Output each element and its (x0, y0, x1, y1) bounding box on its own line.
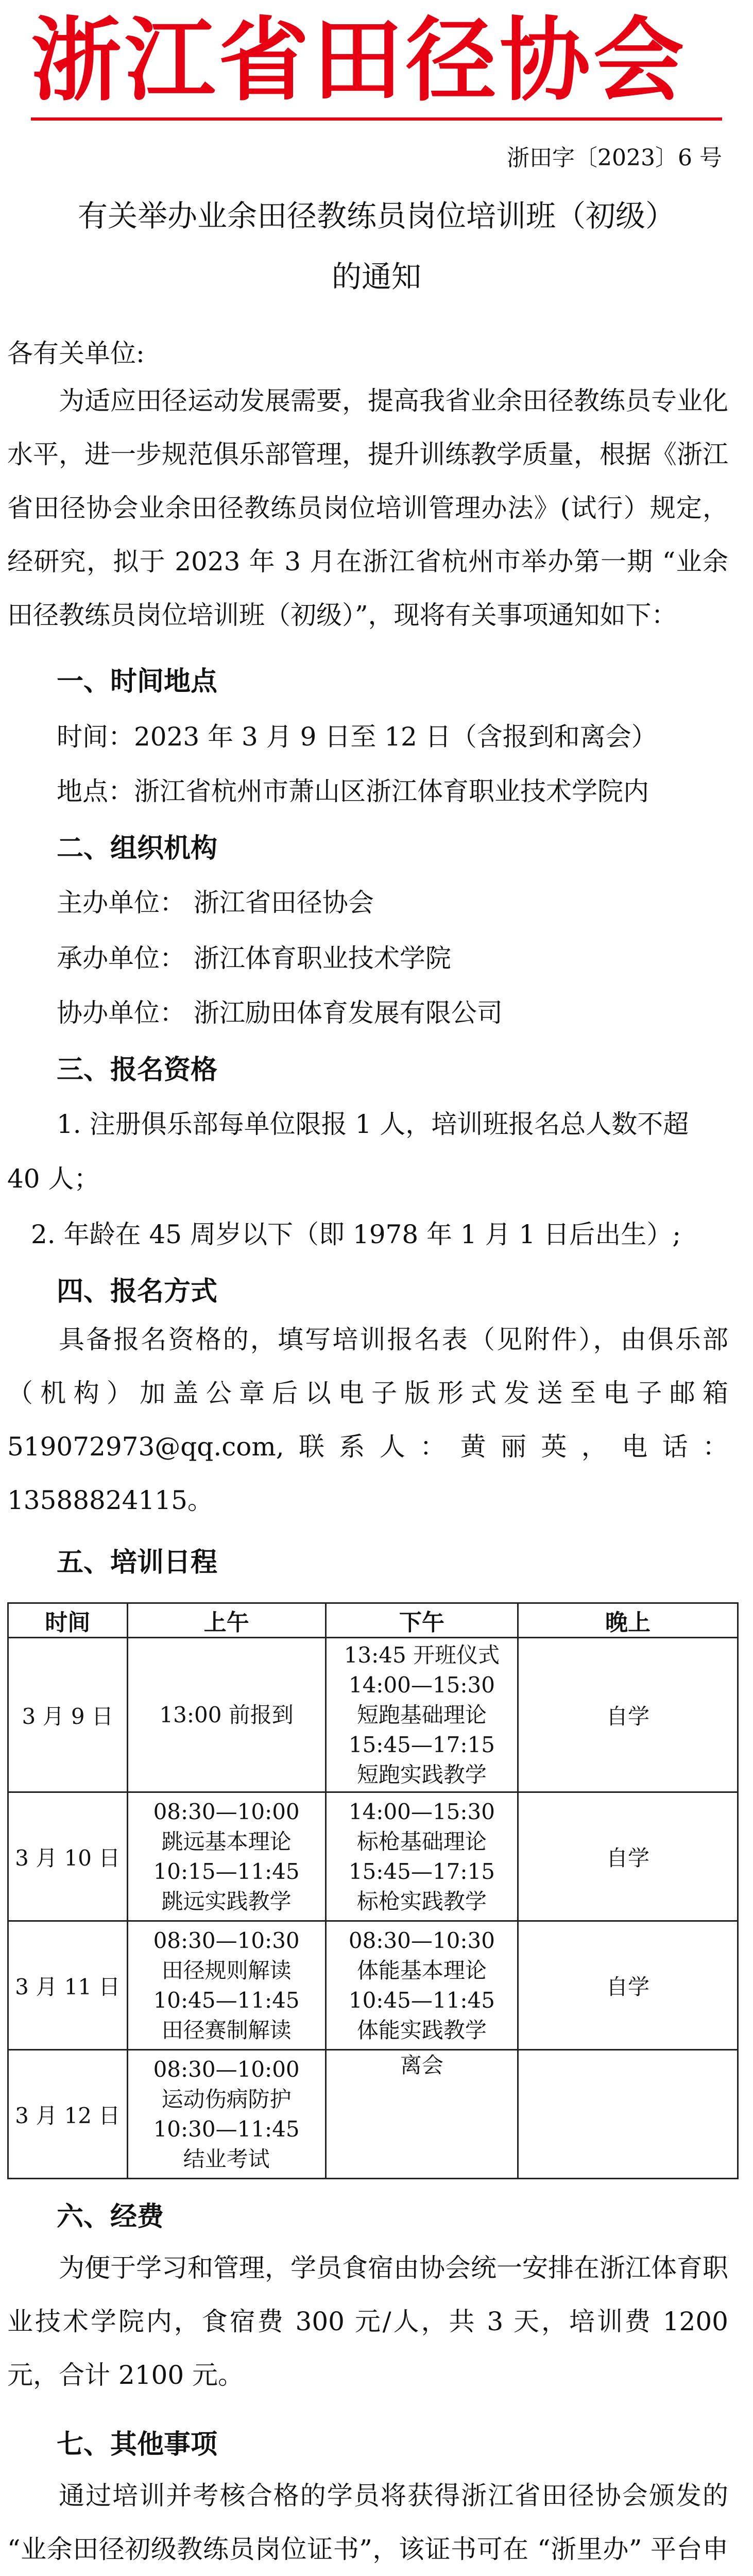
schedule-item: 短跑基础理论 (356, 1702, 487, 1727)
schedule-item: 体能实践教学 (356, 2017, 487, 2043)
section-2-host: 主办单位： 浙江省田径协会 (57, 888, 374, 918)
intro-paragraph: 为适应田径运动发展需要，提高我省业余田径教练员专业化水平，进一步规范俱乐部管理，提升训练教学质量，根据《浙江省田径协会业余田径教练员岗位培训管理办法》(试行）规定，经研究，拟于 2023 年 3 月在浙江省杭州市举办第一期 “业余田径教练员岗位培训班（初级）”，现将有关事项通知如下： (7, 386, 728, 630)
schedule-row (8, 2050, 738, 2179)
schedule-evening: 自学 (518, 1921, 738, 2050)
training-schedule-table (7, 1602, 739, 2179)
schedule-morning (127, 2050, 326, 2179)
schedule-item: 离会 (400, 2053, 443, 2078)
schedule-date: 3 月 9 日 (8, 1638, 128, 1792)
document-number: 浙田字〔2023〕6 号 (507, 145, 722, 171)
schedule-item: 田径规则解读 (161, 1957, 292, 1983)
schedule-item: 08:30—10:30 (153, 1927, 300, 1953)
salutation: 各有关单位: (7, 338, 145, 368)
schedule-item: 08:30—10:30 (348, 1927, 495, 1953)
schedule-item: 10:45—11:45 (153, 1987, 300, 2013)
schedule-item: 14:00—15:30 (348, 1672, 495, 1698)
schedule-date: 3 月 10 日 (8, 1792, 128, 1921)
schedule-item: 体能基本理论 (356, 1957, 487, 1983)
section-3-heading: 三、报名资格 (57, 1054, 218, 1086)
schedule-item: 15:45—17:15 (348, 1732, 495, 1757)
schedule-afternoon (326, 1921, 518, 2050)
schedule-morning (127, 1792, 326, 1921)
schedule-afternoon (326, 1792, 518, 1921)
section-4-heading: 四、报名方式 (57, 1276, 218, 1307)
schedule-item: 14:00—15:30 (348, 1799, 495, 1824)
schedule-header-evening: 晚上 (518, 1603, 738, 1638)
schedule-item: 10:30—11:45 (153, 2116, 300, 2142)
schedule-item: 10:45—11:45 (348, 1987, 495, 2013)
notice-title-line2: 的通知 (331, 259, 421, 294)
section-5-heading: 五、培训日程 (57, 1547, 218, 1578)
schedule-header-afternoon: 下午 (326, 1603, 518, 1638)
schedule-item: 跳远基本理论 (161, 1828, 292, 1854)
section-3-item1-cont: 40 人； (7, 1164, 100, 1194)
section-1-time: 时间：2023 年 3 月 9 日至 12 日（含报到和离会） (57, 722, 657, 752)
schedule-date: 3 月 12 日 (8, 2050, 128, 2179)
schedule-item: 标枪基础理论 (356, 1828, 487, 1854)
schedule-header-morning: 上午 (127, 1603, 326, 1638)
section-2-heading: 二、组织机构 (57, 833, 218, 864)
schedule-header-time: 时间 (8, 1603, 128, 1638)
schedule-row (8, 1638, 738, 1792)
section-2-organizer: 承办单位： 浙江体育职业技术学院 (57, 943, 451, 973)
schedule-afternoon (326, 2050, 518, 2179)
schedule-item: 10:15—11:45 (153, 1858, 300, 1884)
section-2-co-organizer: 协办单位： 浙江励田体育发展有限公司 (57, 998, 503, 1028)
section-1-place: 地点：浙江省杭州市萧山区浙江体育职业技术学院内 (57, 776, 649, 806)
schedule-morning (127, 1638, 326, 1792)
schedule-evening: 自学 (518, 1638, 738, 1792)
schedule-item: 13:45 开班仪式 (344, 1642, 500, 1668)
schedule-item: 标枪实践教学 (356, 1888, 487, 1914)
schedule-item: 08:30—10:00 (153, 1799, 300, 1824)
section-6-heading: 六、经费 (57, 2201, 164, 2232)
section-7-text: 通过培训并考核合格的学员将获得浙江省田径协会颁发的 “业余田径初级教练员岗位证书”，该证书可在 “浙里办” 平台申 (7, 2481, 728, 2564)
schedule-item: 结业考试 (183, 2146, 270, 2172)
org-header-title: 浙江省田径协会 (31, 8, 688, 113)
section-3-item1: 1. 注册俱乐部每单位限报 1 人，培训班报名总人数不超 (57, 1109, 689, 1139)
header-red-rule (31, 117, 722, 121)
schedule-item: 短跑实践教学 (356, 1761, 487, 1787)
schedule-evening: 自学 (518, 1792, 738, 1921)
schedule-row (8, 1921, 738, 2050)
schedule-item: 田径赛制解读 (161, 2017, 292, 2043)
section-3-item2: 2. 年龄在 45 周岁以下（即 1978 年 1 月 1 日后出生）; (31, 1219, 681, 1249)
schedule-row (8, 1792, 738, 1921)
schedule-item: 运动伤病防护 (161, 2086, 292, 2112)
schedule-afternoon (326, 1638, 518, 1792)
schedule-date: 3 月 11 日 (8, 1921, 128, 2050)
schedule-item: 08:30—10:00 (153, 2056, 300, 2082)
section-7-heading: 七、其他事项 (57, 2429, 218, 2460)
section-6-text: 为便于学习和管理，学员食宿由协会统一安排在浙江体育职业技术学院内，食宿费 300 元/人，共 3 天，培训费 1200 元，合计 2100 元。 (7, 2253, 728, 2390)
schedule-header-row (8, 1603, 738, 1638)
section-4-text: 具备报名资格的，填写培训报名表（见附件），由俱乐部（机构）加盖公章后以电子版形式发送至电子邮箱 519072973@qq.com,联系人：黄丽英，电话：13588824115。 (7, 1325, 728, 1515)
schedule-evening (518, 2050, 738, 2179)
schedule-morning (127, 1921, 326, 2050)
schedule-item: 13:00 前报到 (159, 1702, 294, 1727)
schedule-item: 15:45—17:15 (348, 1858, 495, 1884)
section-1-heading: 一、时间地点 (57, 666, 218, 697)
notice-title-line1: 有关举办业余田径教练员岗位培训班（初级） (77, 198, 675, 233)
schedule-item: 跳远实践教学 (161, 1888, 292, 1914)
